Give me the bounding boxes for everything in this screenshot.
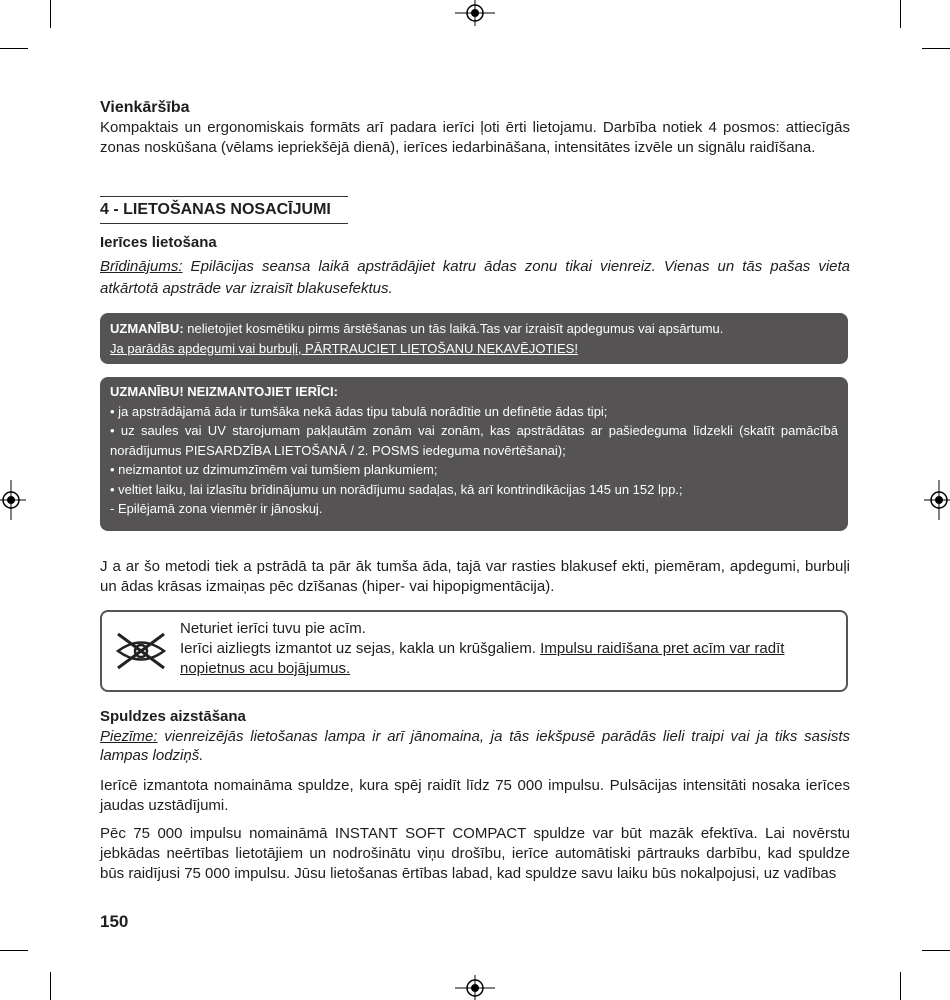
simplicity-paragraph: Kompaktais un ergonomiskais formāts arī padara ierīci ļoti ērti lietojamu. Darbība notiek 4 posmos: attiecīgās zonas noskūšana (vēlams iepriekšējā dienā), ierīces iedarbināšana, intensitātes izvēle un signālu raidīšana. [100,119,850,156]
caution-box-cosmetics [100,313,848,364]
page-number: 150 [100,912,129,931]
section-title: 4 - LIETOŠANAS NOSACĪJUMI [100,196,348,224]
note-text: vienreizējās lietošanas lampa ir arī jānomaina, ja tās iekšpusē parādās lieli traipi vai ja tiks sasists lampas lodziņš. [100,728,850,764]
warning-label: Brīdinājums: [100,258,183,275]
eye-warning-line2-text: Ierīci aizliegts izmantot uz sejas, kakla un krūšgaliem. [180,640,541,657]
caution2-item: • neizmantot uz dzimumzīmēm vai tumšiem plankumiem; [110,462,438,477]
bulb-paragraph-1: Ierīcē izmantota nomaināma spuldze, kura spēj raidīt līdz 75 000 impulsu. Pulsācijas intensitāti nosaka ierīces jaudas uzstādījumi. [100,777,850,814]
caution2-title: UZMANĪBU! NEIZMANTOJIET IERĪCI: [110,384,338,399]
registration-mark-left [0,480,26,520]
caution2-item: • veltiet laiku, lai izlasītu brīdinājumu un norādījumu sadaļas, kā arī kontrindikācijas 145 un 152 lpp.; [110,481,683,497]
caution-cosmetics-line [110,319,838,339]
eye-warning-box [100,610,848,692]
eye-warning-underlined: Impulsu raidīšana pret acīm var radīt nopietnus acu bojājumus. [180,640,785,677]
simplicity-heading: Vienkāršība [100,99,190,116]
device-use-warning [100,256,850,300]
caution2-item: • ja apstrādājamā āda ir tumšāka nekā ādas tipu tabulā norādītie un definētie ādas tipi; [110,403,608,419]
caution2-item: - Epilējamā zona vienmēr ir jānoskuj. [110,501,323,516]
registration-mark-bottom [455,975,495,1000]
bulb-note [100,727,850,765]
caution-text: nelietojiet kosmētiku pirms ārstēšanas un tās laikā.Tas var izraisīt apdegumus vai apsārtumu. [183,321,724,336]
crossed-eye-icon [114,630,168,672]
eye-warning-text [180,619,834,679]
eye-warning-line1: Neturiet ierīci tuvu pie acīm. [180,620,366,637]
device-use-heading: Ierīces lietošana [100,234,217,251]
caution-box-do-not-use [100,377,848,531]
caution2-item: • uz saules vai UV starojumam pakļautām zonām vai zonām, kas apstrādātas ar pašiedeguma līdzekli (skatīt pamācībā norādījumus PIESARDZĪBA LIETOŠANĀ / 2. POSMS iedeguma novērtēšanai); [110,423,838,458]
warning-text: Epilācijas seansa laikā apstrādājiet katru ādas zonu tikai vienreiz. Vienas un tās pašas vieta atkārtotā apstrāde var izraisīt blakusefektus. [100,258,850,297]
registration-mark-top [455,0,495,26]
caution-label: UZMANĪBU: [110,321,184,336]
bulb-paragraph-2: Pēc 75 000 impulsu nomaināmā INSTANT SOFT COMPACT spuldze var būt mazāk efektīva. Lai novērstu jebkādas neērtības lietotājiem un nodrošinātu viņu drošību, ierīce automātiski pārtrauks darbību, kad spuldze būs raidījusi 75 000 impulsu. Jūsu lietošanas ērtības labad, kad spuldze savu laiku būs nokalpojusi, uz vadības [100,825,850,882]
bulb-heading: Spuldzes aizstāšana [100,708,246,725]
note-label: Piezīme: [100,728,158,745]
caution-underlined: Ja parādās apdegumi vai burbuļi, PĀRTRAUCIET LIETOŠANU NEKAVĒJOTIES! [110,340,578,356]
eye-warning-line2 [180,639,834,679]
dark-skin-note: J a ar šo metodi tiek a pstrādā ta pār āk tumša āda, tajā var rasties blakusef ekti, piemēram, apdegumi, burbuļi un ādas krāsas izmaiņas pēc dzīšanas (hiper- vai hipopigmentācija). [100,558,850,595]
registration-mark-right [924,480,950,520]
